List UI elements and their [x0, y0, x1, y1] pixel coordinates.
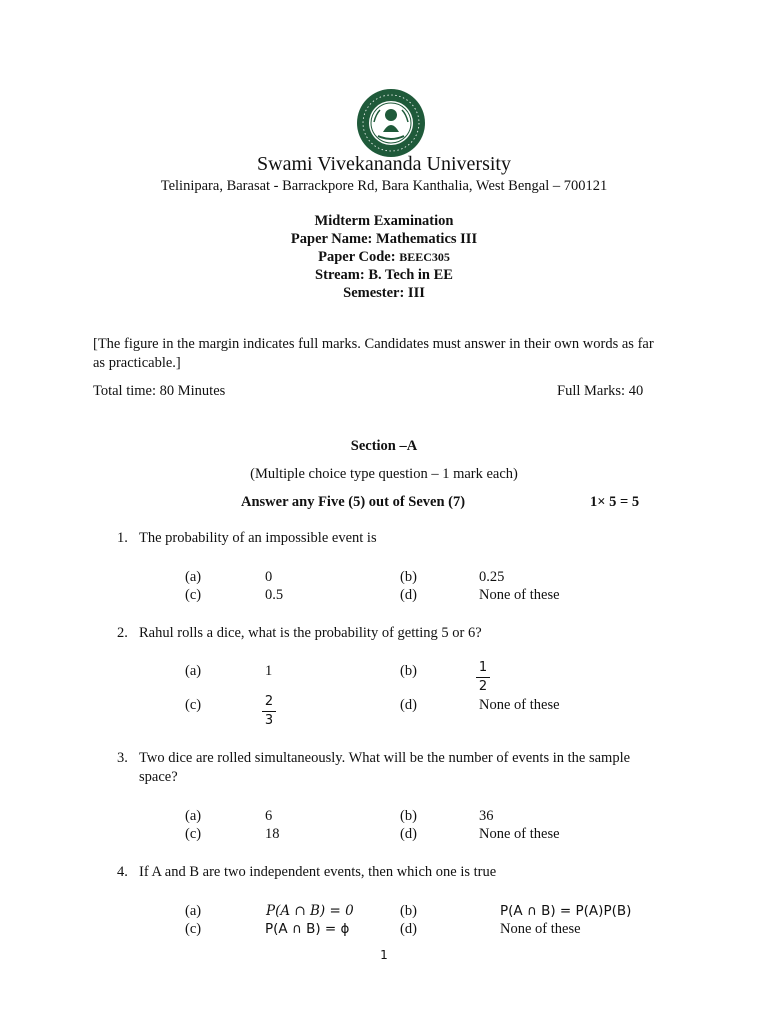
- option-a: 0: [265, 569, 273, 585]
- option-b: 36: [479, 808, 494, 824]
- question-number: 3.: [117, 750, 128, 766]
- question-text: Rahul rolls a dice, what is the probability of getting 5 or 6?: [139, 625, 482, 641]
- stream: Stream: B. Tech in EE: [315, 267, 453, 283]
- question-text: If A and B are two independent events, then which one is true: [139, 864, 497, 880]
- option-label-b: (b): [400, 569, 417, 585]
- option-label-a: (a): [185, 903, 202, 919]
- option-d: None of these: [479, 587, 560, 603]
- option-label-c: (c): [185, 921, 202, 937]
- option-label-d: (d): [400, 587, 417, 603]
- question-number: 4.: [117, 864, 128, 880]
- instruction-line-2: as practicable.]: [93, 355, 181, 371]
- paper-code-value: BEEC305: [399, 250, 450, 264]
- option-d: None of these: [500, 921, 581, 937]
- fraction-denominator: 3: [264, 713, 274, 728]
- instruction-line-1: [The figure in the margin indicates full marks. Candidates must answer in their own words as far: [93, 336, 654, 352]
- university-address: Telinipara, Barasat - Barrackpore Rd, Bara Kanthalia, West Bengal – 700121: [160, 178, 608, 194]
- question-text: The probability of an impossible event is: [139, 530, 377, 546]
- paper-name: Paper Name: Mathematics III: [290, 231, 478, 247]
- option-b-fraction: [476, 661, 490, 694]
- option-label-c: (c): [185, 587, 202, 603]
- option-label-a: (a): [185, 808, 202, 824]
- option-b: 0.25: [479, 569, 505, 585]
- option-label-d: (d): [400, 826, 417, 842]
- option-c-fraction: [262, 695, 276, 728]
- question-number: 2.: [117, 625, 128, 641]
- option-label-a: (a): [185, 569, 202, 585]
- question-text-line-2: space?: [139, 769, 178, 785]
- option-d: None of these: [479, 697, 560, 713]
- option-c: 0.5: [265, 587, 284, 603]
- page-number: 1: [380, 948, 388, 962]
- paper-code-label: Paper Code:: [318, 249, 400, 265]
- full-marks: Full Marks: 40: [557, 383, 644, 399]
- exam-title: Midterm Examination: [314, 213, 454, 229]
- option-a: 6: [265, 808, 273, 824]
- option-c: P(A ∩ B) = ϕ: [265, 921, 350, 937]
- university-name: Swami Vivekananda University: [257, 153, 511, 175]
- paper-code: [0, 249, 768, 266]
- fraction-numerator: 1: [478, 660, 488, 675]
- fraction-denominator: 2: [478, 679, 488, 694]
- option-b: P(A ∩ B) = P(A)P(B): [500, 903, 632, 919]
- option-label-b: (b): [400, 808, 417, 824]
- semester: Semester: III: [343, 285, 425, 301]
- section-instruction: Answer any Five (5) out of Seven (7): [241, 494, 466, 510]
- total-time: Total time: 80 Minutes: [93, 383, 226, 399]
- option-c: 18: [265, 826, 280, 842]
- section-subtitle: (Multiple choice type question – 1 mark each): [250, 466, 518, 482]
- section-title: Section –A: [350, 438, 418, 454]
- option-label-c: (c): [185, 826, 202, 842]
- question-text-line-1: Two dice are rolled simultaneously. What will be the number of events in the sample: [139, 750, 631, 766]
- option-label-a: (a): [185, 663, 202, 679]
- option-label-d: (d): [400, 921, 417, 937]
- option-a: P(A ∩ B) = 0: [266, 903, 354, 919]
- fraction-numerator: 2: [264, 694, 274, 709]
- option-label-b: (b): [400, 903, 417, 919]
- option-d: None of these: [479, 826, 560, 842]
- option-label-b: (b): [400, 663, 417, 679]
- option-a: 1: [265, 663, 273, 679]
- university-seal-logo: [356, 88, 426, 158]
- option-label-c: (c): [185, 697, 202, 713]
- option-label-d: (d): [400, 697, 417, 713]
- section-marks: 1× 5 = 5: [590, 494, 640, 510]
- question-number: 1.: [117, 530, 128, 546]
